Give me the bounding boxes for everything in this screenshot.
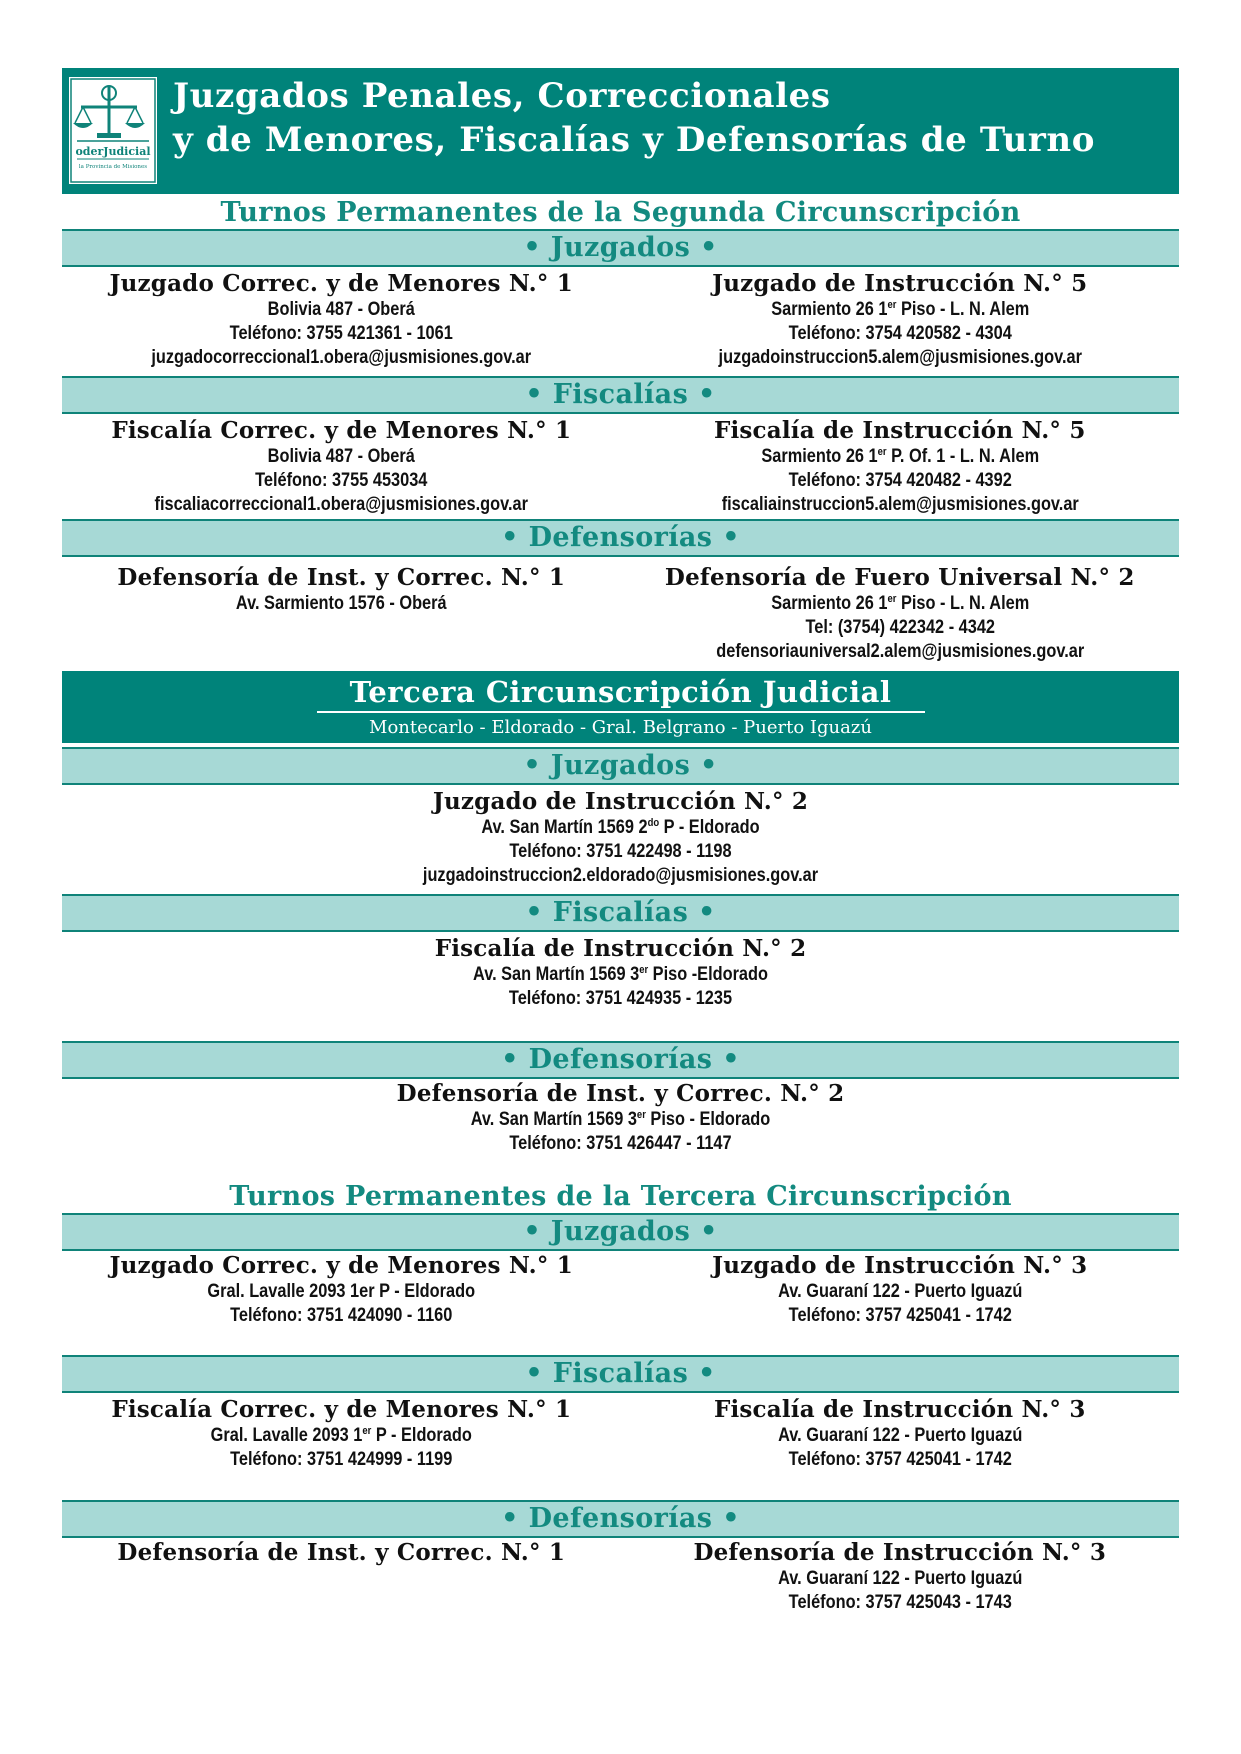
office-address: Av. Guaraní 122 - Puerto Iguazú bbox=[777, 1425, 1022, 1446]
office-address: Gral. Lavalle 2093 1er P - Eldorado bbox=[207, 1281, 476, 1302]
band-juzgados: • Juzgados • bbox=[62, 747, 1179, 785]
office-card bbox=[621, 563, 1180, 664]
office-address: Av. San Martín 1569 $2^{do}$ P - Eldorado bbox=[481, 817, 760, 838]
office-name: Fiscalía de Instrucción N.° 2 bbox=[434, 935, 807, 962]
tercera-divider bbox=[317, 711, 925, 713]
poder-judicial-logo bbox=[69, 77, 157, 184]
office-card bbox=[62, 1395, 621, 1472]
office-phone: Tel: (3754) 422342 - 4342 bbox=[804, 617, 995, 638]
office-name: Juzgado de Instrucción N.° 3 bbox=[712, 1252, 1088, 1279]
office-phone: Teléfono: 3751 426447 - 1147 bbox=[509, 1133, 732, 1154]
office-phone: Teléfono: 3757 425041 - 1742 bbox=[788, 1305, 1012, 1326]
office-name: Juzgado Correc. y de Menores N.° 1 bbox=[109, 1252, 573, 1279]
office-name: Juzgado de Instrucción N.° 5 bbox=[712, 270, 1088, 297]
fiscalias-row bbox=[62, 1395, 1179, 1472]
header-banner bbox=[62, 68, 1179, 194]
office-name: Fiscalía de Instrucción N.° 5 bbox=[713, 417, 1086, 444]
office-address: Av. Guaraní 122 - Puerto Iguazú bbox=[777, 1281, 1022, 1302]
office-name: Defensoría de Instrucción N.° 3 bbox=[693, 1539, 1107, 1566]
office-address: Sarmiento 26 1er P. Of. 1 - L. N. Alem bbox=[760, 446, 1039, 467]
office-name: Fiscalía Correc. y de Menores N.° 1 bbox=[111, 417, 572, 444]
tercera-title: Tercera Circunscripción Judicial bbox=[349, 675, 892, 709]
office-name: Defensoría de Fuero Universal N.° 2 bbox=[664, 564, 1135, 591]
page-title-line2: y de Menores, Fiscalías y Defensorías de Turno bbox=[173, 120, 1096, 160]
office-email[interactable]: juzgadocorreccional1.obera@jusmisiones.gov.ar bbox=[151, 347, 532, 368]
band-defensorias: • Defensorías • bbox=[62, 1041, 1179, 1079]
office-phone: Teléfono: 3755 453034 bbox=[255, 470, 428, 491]
office-card bbox=[62, 934, 1179, 1011]
juzgados-row bbox=[62, 269, 1179, 370]
band-fiscalias: • Fiscalías • bbox=[62, 894, 1179, 932]
band-fiscalias: • Fiscalías • bbox=[62, 376, 1179, 414]
office-address: Bolivia 487 - Oberá bbox=[267, 446, 415, 467]
office-phone: Teléfono: 3751 424999 - 1199 bbox=[230, 1449, 453, 1470]
juzgados-row bbox=[62, 1251, 1179, 1328]
office-card bbox=[62, 563, 621, 664]
office-phone: Teléfono: 3757 425041 - 1742 bbox=[788, 1449, 1012, 1470]
band-juzgados: • Juzgados • bbox=[62, 229, 1179, 267]
document-page bbox=[62, 68, 1179, 1615]
band-defensorias: • Defensorías • bbox=[62, 1500, 1179, 1538]
fiscalias-row bbox=[62, 416, 1179, 517]
office-phone: Teléfono: 3751 424935 - 1235 bbox=[508, 988, 733, 1009]
office-email[interactable]: fiscaliacorreccional1.obera@jusmisiones.gov.ar bbox=[154, 494, 528, 515]
page-title bbox=[173, 74, 1095, 162]
office-phone: Teléfono: 3755 421361 - 1061 bbox=[229, 323, 453, 344]
office-card bbox=[62, 1079, 1179, 1156]
tercera-subtitle: Montecarlo - Eldorado - Gral. Belgrano - Puerto Iguazú bbox=[369, 717, 872, 738]
office-phone: Teléfono: 3754 420482 - 4392 bbox=[788, 470, 1012, 491]
office-address: Gral. Lavalle 2093 1er P - Eldorado bbox=[210, 1425, 472, 1446]
office-name: Defensoría de Inst. y Correc. N.° 2 bbox=[396, 1080, 845, 1107]
office-phone: Teléfono: 3754 420582 - 4304 bbox=[788, 323, 1012, 344]
section-title-segunda: Turnos Permanentes de la Segunda Circunscripción bbox=[220, 197, 1021, 228]
office-address: Av. San Martín 1569 3er Piso - Eldorado bbox=[470, 1109, 771, 1130]
office-name: Defensoría de Inst. y Correc. N.° 1 bbox=[117, 1539, 566, 1566]
office-card bbox=[62, 1538, 621, 1615]
logo-subtext: la Provincia de Misiones bbox=[78, 164, 148, 170]
office-address: Av. San Martín 1569 3er Piso -Eldorado bbox=[472, 964, 768, 985]
office-address: Bolivia 487 - Oberá bbox=[267, 299, 415, 320]
office-email[interactable]: juzgadoinstruccion5.alem@jusmisiones.gov.ar bbox=[718, 347, 1082, 368]
office-email[interactable]: juzgadoinstruccion2.eldorado@jusmisiones.gov.ar bbox=[422, 865, 819, 886]
office-address: Av. Sarmiento 1576 - Oberá bbox=[235, 593, 447, 614]
office-card bbox=[621, 1251, 1180, 1328]
office-name: Defensoría de Inst. y Correc. N.° 1 bbox=[117, 564, 566, 591]
section-title-tercera: Turnos Permanentes de la Tercera Circunscripción bbox=[229, 1181, 1012, 1212]
office-name: Juzgado de Instrucción N.° 2 bbox=[432, 788, 809, 815]
office-card bbox=[62, 269, 621, 370]
page-title-line1: Juzgados Penales, Correccionales bbox=[173, 76, 831, 116]
office-card bbox=[62, 787, 1179, 888]
office-card bbox=[621, 1395, 1180, 1472]
office-name: Fiscalía de Instrucción N.° 3 bbox=[713, 1396, 1086, 1423]
defensorias-row bbox=[62, 563, 1179, 664]
band-fiscalias: • Fiscalías • bbox=[62, 1355, 1179, 1393]
office-address: Sarmiento 26 1er Piso - L. N. Alem bbox=[770, 593, 1029, 614]
tercera-banner bbox=[62, 671, 1179, 743]
office-phone: Teléfono: 3751 422498 - 1198 bbox=[509, 841, 732, 862]
juzgados-row bbox=[62, 787, 1179, 888]
office-address: Av. Guaraní 122 - Puerto Iguazú bbox=[777, 1568, 1022, 1589]
office-email[interactable]: defensoriauniversal2.alem@jusmisiones.gov.ar bbox=[715, 641, 1084, 662]
logo-text: oderJudicial bbox=[75, 145, 151, 158]
band-juzgados: • Juzgados • bbox=[62, 1213, 1179, 1251]
defensorias-row bbox=[62, 1538, 1179, 1615]
office-name: Fiscalía Correc. y de Menores N.° 1 bbox=[111, 1396, 572, 1423]
office-card bbox=[621, 269, 1180, 370]
fiscalias-row bbox=[62, 934, 1179, 1011]
office-card bbox=[62, 1251, 621, 1328]
office-name: Juzgado Correc. y de Menores N.° 1 bbox=[109, 270, 573, 297]
office-email[interactable]: fiscaliainstruccion5.alem@jusmisiones.gov.ar bbox=[721, 494, 1079, 515]
office-phone: Teléfono: 3751 424090 - 1160 bbox=[230, 1305, 453, 1326]
office-card bbox=[621, 1538, 1180, 1615]
band-defensorias: • Defensorías • bbox=[62, 519, 1179, 557]
office-phone: Teléfono: 3757 425043 - 1743 bbox=[788, 1592, 1012, 1613]
office-card bbox=[62, 416, 621, 517]
office-address: Sarmiento 26 1er Piso - L. N. Alem bbox=[770, 299, 1029, 320]
defensorias-row bbox=[62, 1079, 1179, 1156]
office-card bbox=[621, 416, 1180, 517]
